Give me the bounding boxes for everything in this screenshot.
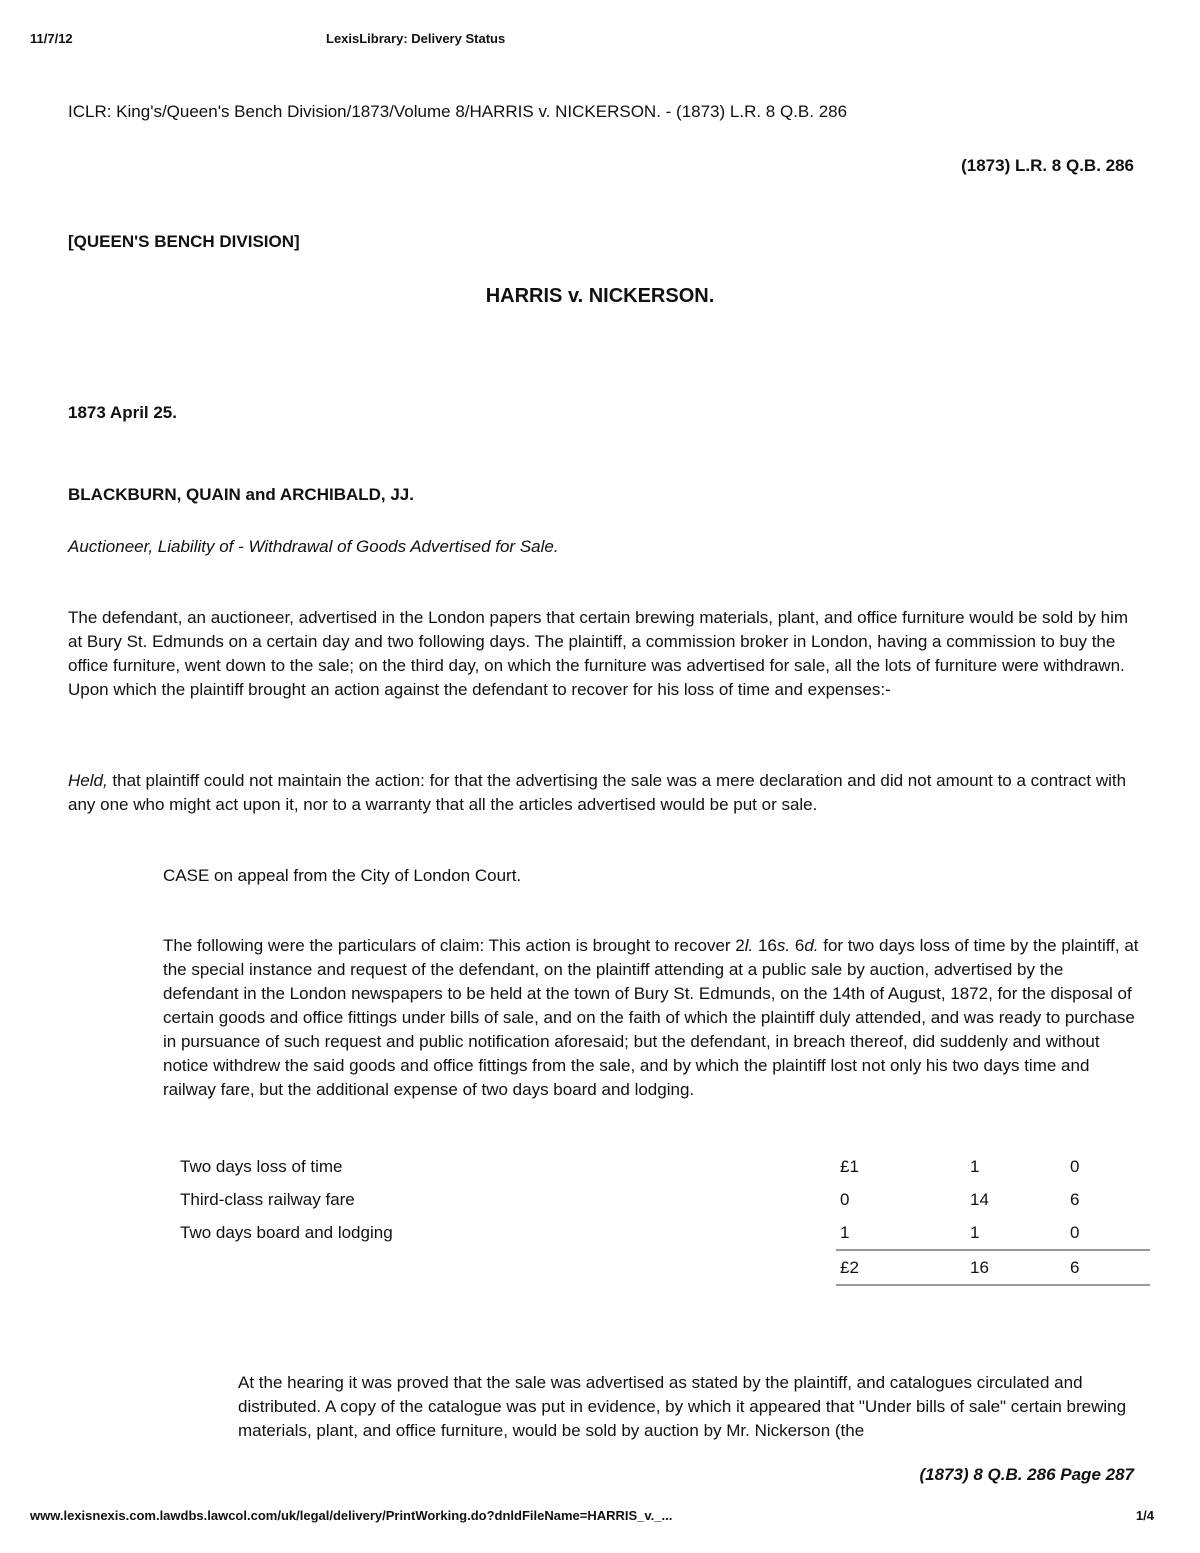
- row-label-empty: [164, 1250, 836, 1285]
- catchwords: Auctioneer, Liability of - Withdrawal of Goods Advertised for Sale.: [68, 537, 559, 556]
- table-total-row: [164, 1250, 1150, 1285]
- judges: BLACKBURN, QUAIN and ARCHIBALD, JJ.: [68, 485, 414, 504]
- case-title: HARRIS v. NICKERSON.: [485, 285, 715, 307]
- claim-table: [164, 1150, 1150, 1286]
- case-line: CASE on appeal from the City of London Court.: [163, 866, 522, 885]
- held-label: Held,: [68, 771, 108, 790]
- table-row: [164, 1216, 1150, 1250]
- pounds-cell: £1: [840, 1156, 859, 1176]
- headnote: The defendant, an auctioneer, advertised in the London papers that certain brewing materials, plant, and office furniture would be sold by him at Bury St. Edmunds on a certain day and two following days. The plaintiff, a commission broker in London, having a commission to buy the office furniture, went down to the sale; on the third day, on which the furniture was advertised for sale, all the lots of furniture were withdrawn. Upon which the plaintiff brought an action against the defendant to recover for his loss of time and expenses:-: [68, 608, 1129, 699]
- table-row: [164, 1150, 1150, 1183]
- table-row: [164, 1183, 1150, 1216]
- division-heading: [QUEEN'S BENCH DIVISION]: [68, 232, 300, 251]
- row-label: Two days loss of time: [180, 1156, 343, 1176]
- held-text: that plaintiff could not maintain the action: for that the advertising the sale was a mere declaration and did not amount to a contract with any one who might act upon it, nor to a warranty that all the articles advertised would be put or sale.: [68, 771, 1127, 814]
- particulars-paragraph: The following were the particulars of claim: This action is brought to recover 2l. 16s. 6d. for two days loss of time by the plaintiff, at the special instance and request of the defendant, on the plaintiff attending at a public sale by auction, advertised by the defendant in the London newspapers to be held at the town of Bury St. Edmunds, on the 14th of August, 1872, for the disposal of certain goods and office fittings under bills of sale, and on the faith of which the plaintiff duly attended, and was ready to purchase in pursuance of such request and public notification aforesaid; but the defendant, in breach thereof, did suddenly and without notice withdrew the said goods and office fittings from the sale, and by which the plaintiff lost not only his two days time and railway fare, but the additional expense of two days board and lodging.: [163, 936, 1139, 1099]
- row-label: Two days board and lodging: [180, 1223, 393, 1242]
- decision-date: 1873 April 25.: [68, 403, 177, 422]
- footer-url[interactable]: www.lexisnexis.com.lawdbs.lawcol.com/uk/legal/delivery/PrintWorking.do?dnldFileName=HARRIS_v._...: [30, 1508, 673, 1523]
- row-label: Third-class railway fare: [180, 1189, 355, 1209]
- citation: (1873) L.R. 8 Q.B. 286: [961, 156, 1134, 175]
- shillings-cell: 1: [970, 1222, 980, 1242]
- print-title: LexisLibrary: Delivery Status: [326, 31, 506, 46]
- print-date: 11/7/12: [30, 31, 73, 46]
- shillings-cell: 1: [970, 1156, 980, 1176]
- total-shillings-cell: 16: [970, 1250, 1070, 1285]
- page-reference: (1873) 8 Q.B. 286 Page 287: [919, 1465, 1134, 1484]
- pounds-cell: 1: [840, 1222, 850, 1242]
- footer-page-number: 1/4: [1135, 1508, 1154, 1523]
- total-pence-cell: 6: [1070, 1250, 1150, 1285]
- hearing-paragraph: At the hearing it was proved that the sale was advertised as stated by the plaintiff, and catalogues circulated and distributed. A copy of the catalogue was put in evidence, by which it appeared that "Under bills of sale" certain brewing materials, plant, and office furniture, would be sold by auction by Mr. Nickerson (the: [238, 1373, 1127, 1440]
- pence-cell: 0: [1070, 1156, 1080, 1176]
- shillings-cell: 14: [970, 1189, 989, 1209]
- held-paragraph: [68, 769, 1140, 817]
- pence-cell: 6: [1070, 1189, 1080, 1209]
- pounds-cell: 0: [840, 1189, 850, 1209]
- total-pounds-cell: £2: [836, 1250, 970, 1285]
- breadcrumb: ICLR: King's/Queen's Bench Division/1873/Volume 8/HARRIS v. NICKERSON. - (1873) L.R. 8 Q.B. 286: [68, 102, 848, 121]
- pence-cell: 0: [1070, 1222, 1080, 1242]
